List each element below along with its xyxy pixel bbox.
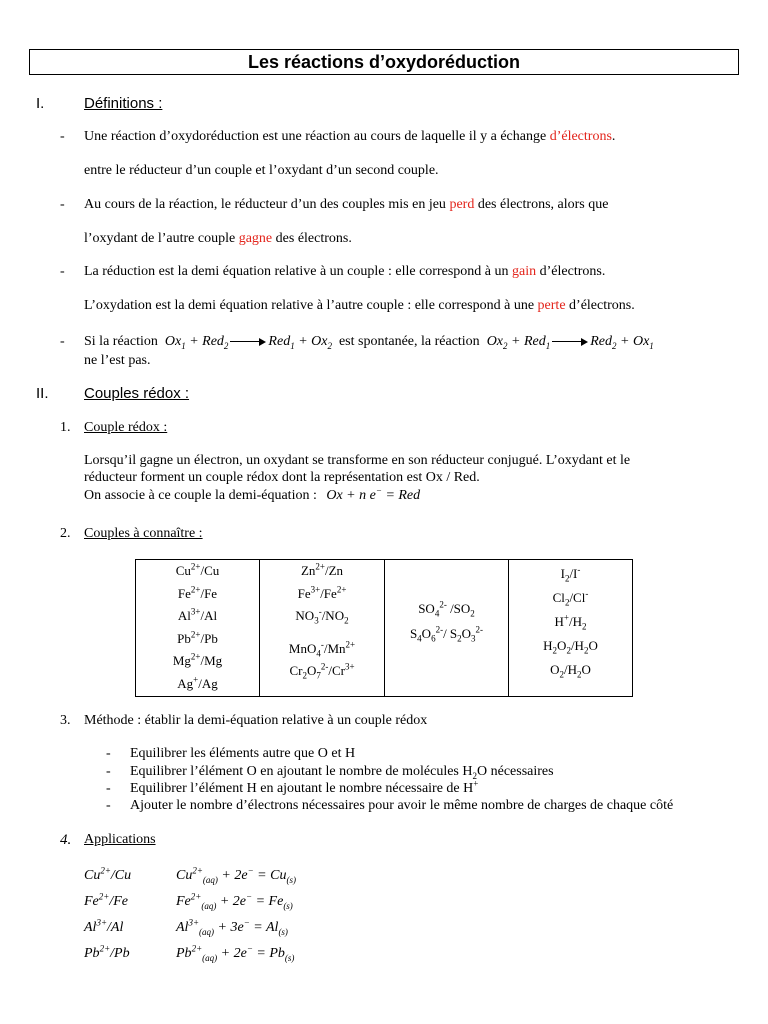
- couples-column-2: [260, 560, 385, 697]
- couple-cl2-cl: $Cl_2/Cl^-$: [552, 588, 589, 608]
- couple-no3-no2: $NO_3^-/NO_2$: [295, 606, 349, 626]
- couple-s4o6-s2o3: $S_4O_6^{2-}/$ $S_2O_3^{2-}$: [409, 624, 484, 644]
- definition-3-line2: L’oxydation est la demi équation relative à l’autre couple : elle correspond à une perte d’électrons.: [84, 298, 635, 313]
- couple-fe3-fe2: $Fe^{3+}/Fe^{2+}$: [297, 584, 347, 601]
- couples-column-1: [136, 560, 260, 697]
- bullet-dash: -: [60, 334, 65, 349]
- couples-column-3: [385, 560, 509, 697]
- couple-o2-h2o: $O_2/H_2O$: [550, 662, 591, 680]
- half-equation: Ox + n e− = Red: [326, 485, 421, 503]
- section-2-heading: Couples rédox :: [84, 385, 190, 402]
- method-step-1: Equilibrer les éléments autre que O et H: [130, 746, 356, 761]
- page-title: Les réactions d’oxydoréduction: [29, 49, 739, 75]
- application-row-fe: $Fe^{2+}/Fe$ $Fe^{2+}_{(aq)} + 2e^- = Fe_{(s)}$: [84, 891, 293, 911]
- method-dash: -: [106, 781, 111, 796]
- couples-column-4: [509, 560, 633, 697]
- application-row-pb: $Pb^{2+}/Pb$ $Pb^{2+}_{(aq)} + 2e^- = Pb_{(s)}$: [84, 943, 295, 963]
- subsection-4-heading: Applications: [84, 832, 156, 847]
- subsection-4-number: 4.: [60, 832, 72, 848]
- bullet-dash: -: [60, 264, 65, 279]
- definition-1: Une réaction d’oxydoréduction est une réaction au cours de laquelle il y a échange d’électrons.: [84, 129, 616, 144]
- couple-al: $Al^{3+}/Al$: [177, 606, 218, 623]
- couple-h-h2: $H^+/H_2$: [554, 612, 587, 632]
- red-highlight: gain: [512, 264, 537, 279]
- section-2-number: II.: [36, 385, 49, 402]
- reaction-equation-2: $Ox_2 + Red_1$ $Red_2 + Ox_1$: [486, 334, 654, 351]
- subsection-2-heading: Couples à connaître :: [84, 526, 203, 541]
- definition-3: La réduction est la demi équation relative à un couple : elle correspond à un gain d’électrons.: [84, 264, 606, 279]
- section-1-number: I.: [36, 95, 45, 112]
- subsection-1-heading: Couple rédox :: [84, 420, 168, 435]
- subsection-2-number: 2.: [60, 526, 71, 541]
- reaction-equation-1: $Ox_1 + Red_2$ $Red_1 + Ox_2$: [164, 334, 332, 351]
- arrow-icon: [230, 338, 266, 346]
- couple-so4-so2: $SO_4^{2-}$ $/SO_2$: [418, 599, 475, 619]
- couple-cu: $Cu^{2+}/Cu$: [175, 561, 220, 578]
- couple-ag: Ag+/Ag: [177, 674, 218, 691]
- couple-fe: $Fe^{2+}/Fe$: [177, 584, 218, 601]
- couple-zn: $Zn^{2+}/Zn$: [300, 561, 344, 578]
- couple-h2o2-h2o: $H_2O_2/H_2O$: [543, 638, 598, 656]
- red-highlight: perd: [449, 197, 475, 212]
- method-step-3: Equilibrer l’élément H en ajoutant le nombre nécessaire de H+: [130, 778, 479, 796]
- couple-paragraph-line3: On associe à ce couple la demi-équation : Ox + n e− = Red: [84, 485, 421, 503]
- subsection-3-text: Méthode : établir la demi-équation relative à un couple rédox: [84, 713, 428, 728]
- couple-cr2o7-cr3: $Cr_2O_7^{2-}/Cr^{3+}$: [289, 661, 355, 681]
- definition-4: Si la réaction $Ox_1 + Red_2$ $Red_1 + Ox_2$ est spontanée, la réaction $Ox_2 + Red_1$ $Red_2 + Ox_1$: [84, 334, 654, 351]
- red-highlight: d’électrons: [549, 129, 612, 144]
- definition-1-line2: entre le réducteur d’un couple et l’oxydant d’un second couple.: [84, 163, 439, 178]
- application-row-al: $Al^{3+}/Al$ $Al^{3+}_{(aq)} + 3e^- = Al_{(s)}$: [84, 917, 288, 937]
- red-highlight: gagne: [238, 231, 273, 246]
- couple-mno4-mn2: $MnO_4^-/Mn^{2+}$: [288, 639, 356, 659]
- couple-mg: $Mg^{2+}/Mg$: [172, 651, 223, 668]
- application-row-cu: $Cu^{2+}/Cu$ $Cu^{2+}_{(aq)} + 2e^- = Cu_{(s)}$: [84, 865, 296, 885]
- subsection-3-number: 3.: [60, 713, 71, 728]
- couple-paragraph-line2: réducteur forment un couple rédox dont la représentation est Ox / Red.: [84, 470, 480, 485]
- definition-4-line2: ne l’est pas.: [84, 353, 151, 368]
- method-step-2: Equilibrer l’élément O en ajoutant le nombre de molécules $H_2O$ nécessaires: [130, 764, 554, 781]
- definition-2-line2: l’oxydant de l’autre couple gagne des électrons.: [84, 231, 352, 246]
- bullet-dash: -: [60, 129, 65, 144]
- section-1-heading: Définitions :: [84, 95, 163, 112]
- subsection-1-number: 1.: [60, 420, 71, 435]
- method-dash: -: [106, 764, 111, 779]
- red-highlight: perte: [537, 298, 566, 313]
- bullet-dash: -: [60, 197, 65, 212]
- arrow-icon: [552, 338, 588, 346]
- couple-paragraph-line1: Lorsqu’il gagne un électron, un oxydant se transforme en son réducteur conjugué. L’oxydant et le: [84, 453, 631, 468]
- couples-table: [135, 559, 633, 697]
- method-dash: -: [106, 798, 111, 813]
- couple-pb: $Pb^{2+}/Pb$: [177, 629, 218, 646]
- definition-2: Au cours de la réaction, le réducteur d’un des couples mis en jeu perd des électrons, alors que: [84, 197, 609, 212]
- couple-i2-i: $I_2/I^-$: [560, 564, 581, 584]
- method-dash: -: [106, 746, 111, 761]
- method-step-4: Ajouter le nombre d’électrons nécessaires pour avoir le même nombre de charges de chaque côté: [130, 798, 674, 813]
